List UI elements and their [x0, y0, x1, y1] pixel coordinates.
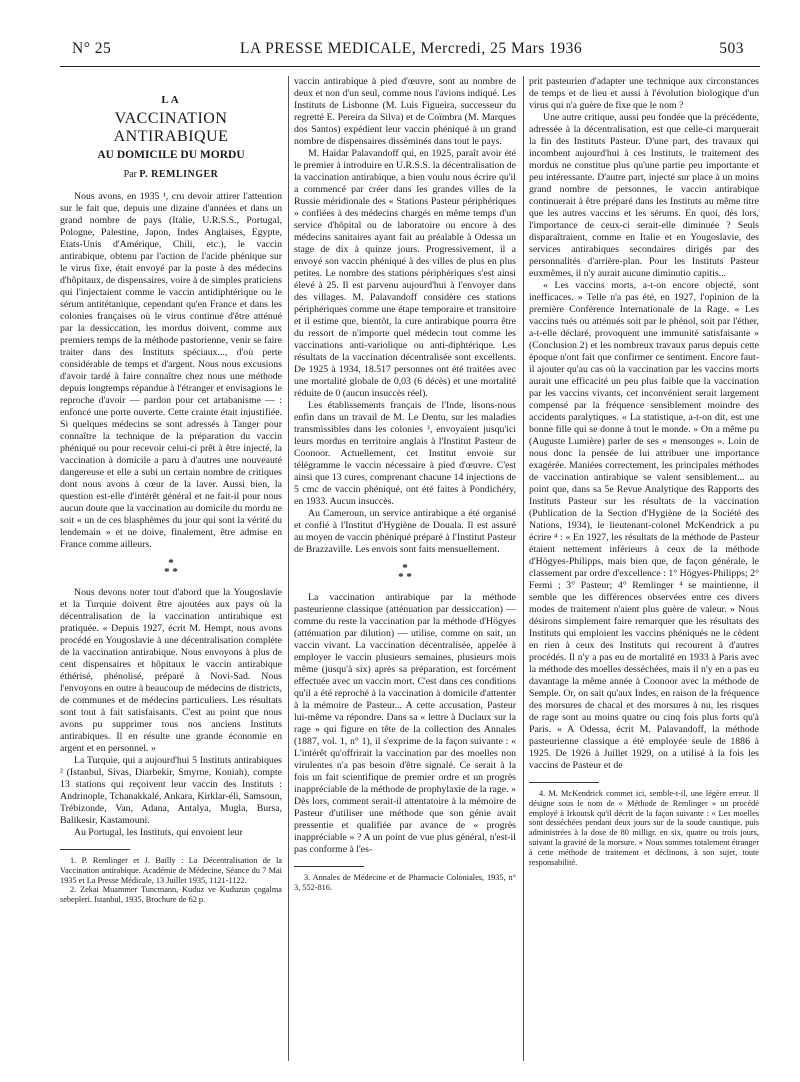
paragraph: Au Portugal, les Instituts, qui envoient leur — [74, 827, 243, 838]
journal-title-date: LA PRESSE MEDICALE, Mercredi, 25 Mars 1936 — [240, 40, 583, 57]
article-subtitle: AU DOMICILE DU MORDU — [97, 149, 245, 161]
byline-prefix: Par — [123, 169, 137, 180]
byline — [60, 169, 282, 181]
header-rule — [60, 66, 760, 67]
footnote: 4. M. McKendrick commet ici, semble-t-il, une légère erreur. Il désigne sous le nom de « Méthode de Remlinger » un procédé employé à Irkoutsk qu'il décrit de la façon suivante : « Les moelles sont desséchées pendant deux jours sur de la soude caustique, puis administrées à la dose de 80 milligr. en six, quatre ou trois jours, suivant la gravité de la morsure. » Nous sommes totalement étranger à cette méthode de traitement et déclinons, à son sujet, toute responsabilité. — [529, 789, 759, 867]
running-head — [60, 40, 760, 62]
paragraph: La vaccination antirabique par la méthode pasteurienne classique (atténuation par dessiccation) — comme du reste la vaccination par la méthode d'Högyes (atténuation par dilution) — utilise, comme on sait, un vaccin vivant. La vaccination décentralisée, appelée à employer le vaccin plusieurs semaines, plusieurs mois même (jusqu'à six) après sa préparation, est forcément effectuée avec un vaccin mort. C'est dans ces conditions qu'il a été reproché à la vaccination à domicile d'attenter à la mémoire de Pasteur... A cette accusation, Pasteur lui-même va répondre. Dans sa « lettre à Duclaux sur la rage » qui figure en tête de la collection des Annales (1887, vol. 1, n° 1), il s'exprime de la façon suivante : « L'intérêt qu'offrirait la vaccination par des moelles non virulentes n'a pas besoin d'être signalé. Ce serait à la fois un fait scientifique de premier ordre et un progrès inappréciable de la méthode de prophylaxie de la rage. » Dès lors, comment serait-il attentatoire à la mémoire de Pasteur d'utiliser une méthode que son génie avait pressentie et qualifiée par avance de « progrès inappréciable » ? A un point de vue plus général, n'est-il pas conforme à l'es- — [294, 592, 516, 855]
column-1 — [60, 76, 282, 905]
footnote: 1. P. Remlinger et J. Bailly : La Décentralisation de la Vaccination antirabique. Académie de Médecine, Séance du 7 Mai 1935 et La Presse Médicale, 13 Juillet 1935, 1121-1122. — [60, 856, 282, 885]
paragraph: Nous avons, en 1935 ¹, cru devoir attirer l'attention sur le fait que, depuis une dizaine d'années et dans un grand nombre de pays (Italie, U.R.S.S., Portugal, Pologne, Palestine, Japon, Indes Anglaises, Egypte, Etats-Unis d'Amérique, Chili, etc.), le vaccin antirabique, obtenu par l'action de l'acide phénique sur le virus fixe, était envoyé par la poste à des médecins d'hôpitaux, de dispensaires, voire à de simples praticiens qui l'injectaient comme le vaccin antidiphtérique ou le sérum antitétanique, cependant qu'en France et dans les colonies françaises où le virus continue d'être atténué par la dessiccation, les mordus doivent, comme aux premiers temps de la méthode pastorienne, venir se faire traiter dans des Instituts spéciaux..., d'où perte considérable de temps et d'argent. Nous nous excusions d'avoir tardé à faire connaître chez nous une méthode depuis longtemps répandue à l'étranger et envisagions le reproche d'avoir — pardon pour cet artabanisme — : enfoncé une porte ouverte. Cette crainte était injustifiée. Si quelques médecins se sont adressés à Tanger pour connaître la technique de la préparation du vaccin phéniqué ou pour recevoir celui-ci prêt à être injecté, la vaccination à domicile a paru à d'autres une nouveauté dangereuse et elle a subi un certain nombre de critiques dont nous avons à cœur de la laver. Aussi bien, la question est-elle d'intérêt général et ne fait-il pour nous aucun doute que la vaccination au domicile du mordu ne soit « un de ces blasphèmes du jour qui sont la vérité du lendemain » et ne doive, finalement, être admise en France comme ailleurs. — [60, 191, 282, 550]
paragraph: « Les vaccins morts, a-t-on encore objecté, sont inefficaces. » Telle n'a pas été, en 1927, l'opinion de la première Conférence Internationale de la Rage. « Les vaccins tués ou atténués soit par le phénol, soit par l'éther, a-t-elle déclaré, provoquent une immunité satisfaisante » (Conclusion 2) et les nombreux travaux parus depuis cette époque n'ont fait que confirmer ce sentiment. Encore faut-il ajouter qu'au cas où la vaccination par les vaccins morts aurait une efficacité un peu plus faible que la vaccination par les vaccins vivants, cet inconvénient serait largement compensé par la fréquence sensiblement moindre des accidents paralytiques. « La statistique, a-t-on dit, est une bonne fille qui se donne à tout le monde. » On a même pu (Auguste Lumière) parler de ses « mensonges ». Loin de nous donc la pensée de lui attribuer une importance exagérée. Maniées correctement, les principales méthodes de vaccination antirabique se valent sensiblement... au point que, dans sa 5e Revue Analytique des Rapports des Instituts Pasteur sur les résultats de la vaccination (Publication de la Section d'Hygiène de la Société des Nations, 1934), le lieutenant-colonel McKendrick a pu écrire ⁴ : « En 1927, les résultats de la méthode de Pasteur étaient nettement inférieurs à ceux de la méthode d'Högyes-Philipps, mais bien que, de façon générale, le classement par ordre d'excellence : 1° Högyes-Philipps; 2° Fermi ; 3° Pasteur; 4° Remlinger ⁴ se maintienne, il semble que les différences observées entre ces divers modes de traitement n'aient plus guère de valeur. » Nous désirons simplement faire remarquer que les résultats des Instituts qui emploient les vaccins phéniqués ne le cèdent en rien à ceux des Instituts qui recourent à d'autres procédés. Il n'y a pas eu de mortalité en 1933 à Paris avec la méthode des moelles desséchées, mais il n'y en a pas eu davantage la même année à Coonoor avec la méthode de Semple. Or, on sait qu'aux Indes, en raison de la fréquence des morsures de chacal et des morsures à nu, les risques de rage sont au moins quatre ou cinq fois plus forts qu'à Paris. « A Odessa, écrit M. Palavandoff, la méthode pasteurienne classique a été employée seule de 1886 à 1925. De 1926 à Juillet 1929, on a utilisé à la fois les vaccins de Pasteur et de — [529, 280, 759, 771]
column-2 — [294, 76, 516, 893]
footnote: 2. Zekai Muammer Tuncmann, Kuduz ve Kuduzun çogalma sebepleri. Istanbul, 1935. Brochure de 62 p. — [60, 885, 282, 905]
column-divider — [523, 76, 524, 1061]
page-number: 503 — [719, 40, 744, 57]
paragraph: Au Cameroun, un service antirabique a été organisé et confié à l'Institut d'Hygiène de Douala. Il est assuré au moyen de vaccin phéniqué préparé à l'Institut Pasteur de Brazzaville. Les envois sont faits mensuellement. — [294, 508, 516, 555]
column-3 — [529, 76, 759, 867]
article-title: VACCINATION ANTIRABIQUE — [113, 110, 229, 145]
asterism: * * * — [164, 557, 178, 578]
column-divider — [288, 76, 289, 1061]
paragraph: Les établissements français de l'Inde, lisons-nous enfin dans un travail de M. Le Dentu, sur les maladies transmissibles dans les colonies ³, envoyaient jusqu'ici leurs mordus en territoire anglais à l'Institut Pasteur de Coonoor. Actuellement, cet Institut envoie sur télégramme le vaccin nécessaire à pied d'œuvre. C'est ainsi que 13 cures, comprenant chacune 14 injections de 5 cmc de vaccin phéniqué, ont été faites à Pondichéry, en 1933. Aucun insuccès. — [294, 400, 516, 507]
paragraph: Une autre critique, aussi peu fondée que la précédente, adressée à la décentralisation, est que celle-ci marquerait la fin des Instituts Pasteur. D'une part, des travaux qui incombent aujourd'hui à ces Instituts, le traitement des mordus ne constitue plus qu'une partie peu importante et peu intéressante. D'autre part, injecté sur place à un moins grand nombre de personnes, le vaccin antirabique continuerait à être préparé dans les Instituts au même titre que les autres vaccins et les sérums. En quoi, dès lors, l'importance de ceux-ci serait-elle diminuée ? Seuls disparaîtraient, comme en Italie et en Yougoslavie, des services antirabiques secondaires dirigés par des personnalités d'arrière-plan. Pour les Instituts Pasteur euxmêmes, il n'y aurait aucune diminutio capitis... — [529, 112, 759, 279]
paragraph: prit pasteurien d'adapter une technique aux circonstances de temps et de lieu et aussi à l'évolution biologique d'un virus qui n'a guère de fixe que le nom ? — [529, 76, 759, 111]
footnote: 3. Annales de Médecine et de Pharmacie Coloniales, 1935, n° 3, 552-816. — [294, 873, 516, 892]
paragraph: M. Haïdar Palavandoff qui, en 1925, paraît avoir été le premier à introduire en U.R.S.S. la décentralisation de la vaccination antirabique, a bien voulu nous écrire qu'il a commencé par créer dans les grandes villes de la Russie méridionale des « Stations Pasteur périphériques » confiées à des médecins chargés en même temps d'un service d'hôpital ou de laboratoire ou encore à des médecins sanitaires ayant fait au préalable à Odessa un stage de dix à quinze jours. Progressivement, il a envoyé son vaccin phéniqué à des villes de plus en plus petites. Le nombre des stations périphériques s'est ainsi élevé à 25. Il est parvenu aujourd'hui à l'envoyer dans des villages. M. Palavandoff considère ces stations périphériques comme une étape temporaire et transitoire et il estime que, bientôt, la cure antirabique pourra être du ressort de n'importe quel médecin tout comme les vaccinations anti-variolique ou anti-diphtérique. Les résultats de la vaccination décentralisée sont excellents. De 1925 à 1934, 18.517 personnes ont été traitées avec une mortalité globale de 0,03 (6 décès) et une mortalité réduite de 0 (aucun insuccès réel). — [294, 148, 516, 399]
issue-number: N° 25 — [72, 40, 112, 57]
footnote-rule — [60, 849, 130, 850]
article-kicker: LA — [161, 94, 181, 106]
footnote-rule — [294, 866, 364, 867]
paragraph: La Turquie, qui a aujourd'hui 5 Instituts antirabiques ² (Istanbul, Sivas, Diarbekir, Smyrne, Koniah), compte 13 stations qui reçoivent leur vaccin des Instituts : Andrinople, Tchanakkalé, Ankara, Kirklar-éli, Samsoun, Trébizonde, Van, Adana, Antalya, Mugla, Bursa, Balikesir, Kastamouni. — [60, 755, 282, 826]
paragraph: Nous devons noter tout d'abord que la Yougoslavie et la Turquie doivent être ajoutées aux pays où la décentralisation de la vaccination antirabique est pratiquée. « Depuis 1927, écrit M. Hempt, nous avons procédé en Yougoslavie à une décentralisation complète de la vaccination antirabique. Nous envoyons à plus de cent dispensaires et hôpitaux le vaccin antirabique éthérisé, phénolisé, préparé à Novi-Sad. Nous l'envoyons en outre à beaucoup de médecins de districts, de communes et de médecins particuliers. Les résultats sont tout à fait satisfaisants. C'est au point que nous avons pu supprimer tous nos anciens Instituts antirabiques. Il en résulte une grande économie en argent et en personnel. » — [60, 587, 282, 754]
asterism: * * * — [398, 562, 412, 583]
author-name: P. REMLINGER — [139, 169, 219, 180]
paragraph: vaccin antirabique à pied d'œuvre, sont au nombre de deux et non d'un seul, comme nous l'avions indiqué. Les Instituts de Lisbonne (M. Luis Figueira, successeur du regretté E. Pereira da Silva) et de Coïmbra (M. Marques dos Santos) expédient leur vaccin phéniqué à un grand nombre de dispensaires disséminés dans tout le pays. — [294, 76, 516, 147]
footnote-rule — [529, 782, 599, 783]
